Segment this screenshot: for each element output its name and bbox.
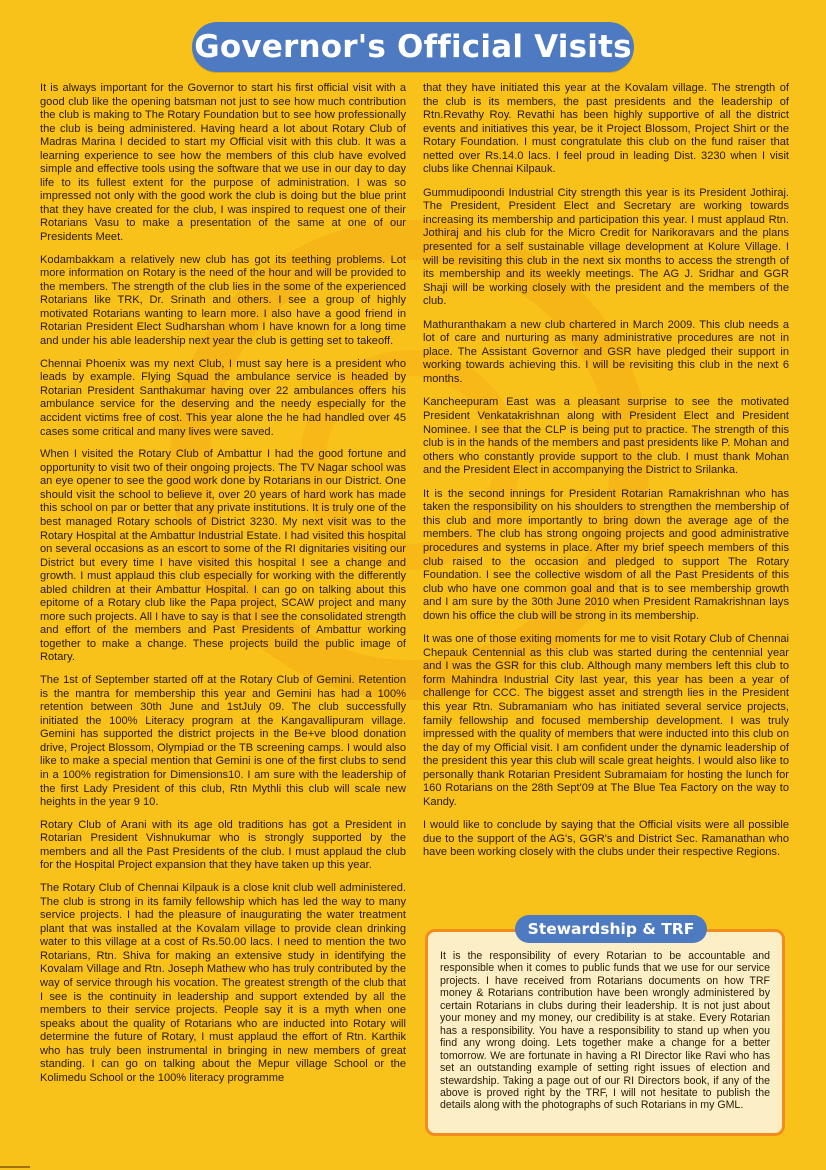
paragraph: It is always important for the Governor to start his first official visit with a good club like the opening batsman not just to see how much contribution the club is making to The Rotary Foundation but to see how professionally the club is being administered. Having heard a lot about Rotary Club of Madras Marina I decided to start my Official visit with this club. It was a learning experience to see how the members of this club have evolved simple and effective tools using the software that we use in our day to day life to its fullest extent for the purpose of administration. I was so impressed not only with the good work the club is doing but the blue print that they have created for the club, I was inspired to request one of their Rotarians Vasu to make a presentation of the same at one of our Presidents Meet. (40, 82, 406, 244)
paragraph: The Rotary Club of Chennai Kilpauk is a close knit club well administered. The club is strong in its family fellowship which has led the way to many service projects. I had the pleasure of inaugurating the water treatment plant that was installed at the Kovalam village to provide clean drinking water to this village at a cost of Rs.50.00 lacs. I need to mention the two Rotarians, Rtn. Shiva for making an extensive study in identifying the Kovalam Village and Rtn. Joseph Mathew who has truly contributed by the way of service through his vocation. The greatest strength of the club that I see is the continuity in leadership and support extended by all the members to their service projects. People say it is a myth when one speaks about the quality of Rotarians who are inducted into Rotary will determine the future of Rotary, I must applaud the effort of Rtn. Karthik who has truly been instrumental in bringing in new members of great standing. I can go on talking about the Mepur village School or the Kolimedu School or the 100% literacy programme (40, 882, 406, 1084)
paragraph: Mathuranthakam a new club chartered in March 2009. This club needs a lot of care and nurturing as many administrative procedures are not in place. The Assistant Governor and GSR have pledged their support in working towards achieving this. I will be revisiting this club in the next 6 months. (423, 318, 789, 385)
stewardship-box-body (425, 929, 785, 1136)
page-title: Governor's Official Visits (194, 29, 632, 65)
paragraph: The 1st of September started off at the Rotary Club of Gemini. Retention is the mantra for membership this year and Gemini has had a 100% retention between 30th June and 1stJuly 09. The club successfully initiated the 100% Literacy program at the Kangavallipuram village. Gemini has supported the district projects in the Be+ve blood donation drive, Project Blossom, Olympiad or the TB screening camps. I would also like to make a special mention that Gemini is one of the first clubs to send in a 100% registration for Dimensions10. I am sure with the leadership of the first Lady President of this club, Rtn Mythli this club will scale new heights in the year 9 10. (40, 674, 406, 809)
left-column (40, 82, 406, 1095)
footer-divider (0, 1166, 30, 1168)
paragraph: It is the second innings for President Rotarian Ramakrishnan who has taken the responsibility on his shoulders to strengthen the membership of this club and more importantly to bring down the average age of the members. The club has strong ongoing projects and good administrative procedures and systems in place. After my brief speech members of this club raised to the occasion and pledged to support The Rotary Foundation. I see the collective wisdom of all the Past Presidents of this club who have one common goal and that is to see membership growth and I am sure by the 30th June 2010 when President Ramakrishnan lays down his office the club will be strong in its membership. (423, 487, 789, 622)
stewardship-box-header (515, 915, 707, 943)
stewardship-box-text: It is the responsibility of every Rotarian to be accountable and responsible when it comes to public funds that we use for our service projects. I have received from Rotarians documents on how TRF money & Rotarians contribution have been wrongly administered by certain Rotarians in clubs during their leadership. It is not just about your money and my money, our credibility is at stake. Every Rotarian has a responsibility. You have a responsibility to stand up when you find any wrong doing. Lets together make a change for a better tomorrow. We are fortunate in having a RI Director like Ravi who has set an outstanding example of setting right issues of election and stewardship. Taking a page out of our RI Directors book, if any of the above is proved right by the TRF, I will not hesitate to publish the details along with the photographs of such Rotarians in my GML. (440, 950, 770, 1112)
stewardship-box (425, 915, 785, 1136)
paragraph: I would like to conclude by saying that the Official visits were all possible due to the support of the AG's, GGR's and District Sec. Ramanathan who have been working closely with the clubs under their respective Regions. (423, 819, 789, 859)
right-column (423, 82, 789, 870)
paragraph: Rotary Club of Arani with its age old traditions has got a President in Rotarian President Vishnukumar who is strongly supported by the members and all the Past Presidents of the club. I must applaud the club for the Hospital Project expansion that they have taken up this year. (40, 818, 406, 872)
page-title-banner (192, 22, 634, 72)
paragraph: When I visited the Rotary Club of Ambattur I had the good fortune and opportunity to visit two of their ongoing projects. The TV Nagar school was an eye opener to see the good work done by Rotarians in our District. One should visit the school to believe it, over 20 years of hard work has made this school on par or better that any private institutions. It is truly one of the best managed Rotary schools of District 3230. My next visit was to the Rotary Hospital at the Ambattur Industrial Estate. I had visited this hospital on several occasions as an escort to some of the RI dignitaries visiting our District but every time I have visited this hospital I see a change and growth. I must applaud this club especially for working with the differently abled children at their Ambattur Hospital. I can go on talking about this epitome of a Rotary club like the Papa project, SCAW project and many more such projects. All I have to say is that I see the consolidated strength and effort of the members and Past Presidents of Ambattur working together to make a change. These projects build the public image of Rotary. (40, 448, 406, 664)
paragraph: that they have initiated this year at the Kovalam village. The strength of the club is its members, the past presidents and the leadership of Rtn.Revathy Roy. Revathi has been highly supportive of all the district events and initiatives this year, be it Project Blossom, Project Shirt or the Rotary Foundation. I must congratulate this club on the fund raiser that netted over Rs.14.0 lacs. I feel proud in leading Dist. 3230 when I visit clubs like Chennai Kilpauk. (423, 82, 789, 176)
paragraph: Kodambakkam a relatively new club has got its teething problems. Lot more information on Rotary is the need of the hour and will be provided to the members. The strength of the club lies in the some of the experienced Rotarians like TRK, Dr. Srinath and others. I see a group of highly motivated Rotarians wanting to learn more. I also have a good friend in Rotarian President Elect Sudharshan whom I have known for a long time and under his able leadership next year the club is getting set to takeoff. (40, 253, 406, 348)
paragraph: It was one of those exiting moments for me to visit Rotary Club of Chennai Chepauk Centennial as this club was started during the centennial year and I was the GSR for this club. Although many members left this club to form Mahindra Industrial City last year, this year has been a year of challenge for CCC. The biggest asset and strength lies in the President this year Rtn. Subramaniam who has initiated several service projects, family fellowship and focused membership development. I was truly impressed with the quality of members that were inducted into this club on the day of my Official visit. I am confident under the dynamic leadership of the president this year this club will scale great heights. I would also like to personally thank Rotarian President Subramaiam for hosting the lunch for 160 Rotarians on the 28th Sept'09 at The Blue Tea Factory on the way to Kandy. (423, 633, 789, 808)
paragraph: Kancheepuram East was a pleasant surprise to see the motivated President Venkatakrishnan along with President Elect and President Nominee. I see that the CLP is being put to practice. The strength of this club is in the hands of the members and past presidents like P. Mohan and others who constantly provide support to the club. I must thank Mohan and the President Elect in accompanying the District to Srilanka. (423, 396, 789, 477)
paragraph: Chennai Phoenix was my next Club, I must say here is a president who leads by example. Flying Squad the ambulance service is headed by Rotarian President Santhakumar having over 22 ambulances offers his ambulance service for the deserving and the needy especially for the accident victims free of cost. This year alone the he had handled over 45 cases some critical and many lives were saved. (40, 357, 406, 438)
stewardship-box-title: Stewardship & TRF (527, 920, 695, 938)
paragraph: Gummudipoondi Industrial City strength this year is its President Jothiraj. The President, President Elect and Secretary are working towards increasing its membership and participation this year. I must applaud Rtn. Jothiraj and his club for the Micro Credit for Narikoravars and the plans presented for a self sustainable village development at Kolure Village. I will be revisiting this club in the next six months to access the strength of its membership and its weekly meetings. The AG J. Sridhar and GGR Shaji will be working closely with the president and the members of the club. (423, 186, 789, 308)
